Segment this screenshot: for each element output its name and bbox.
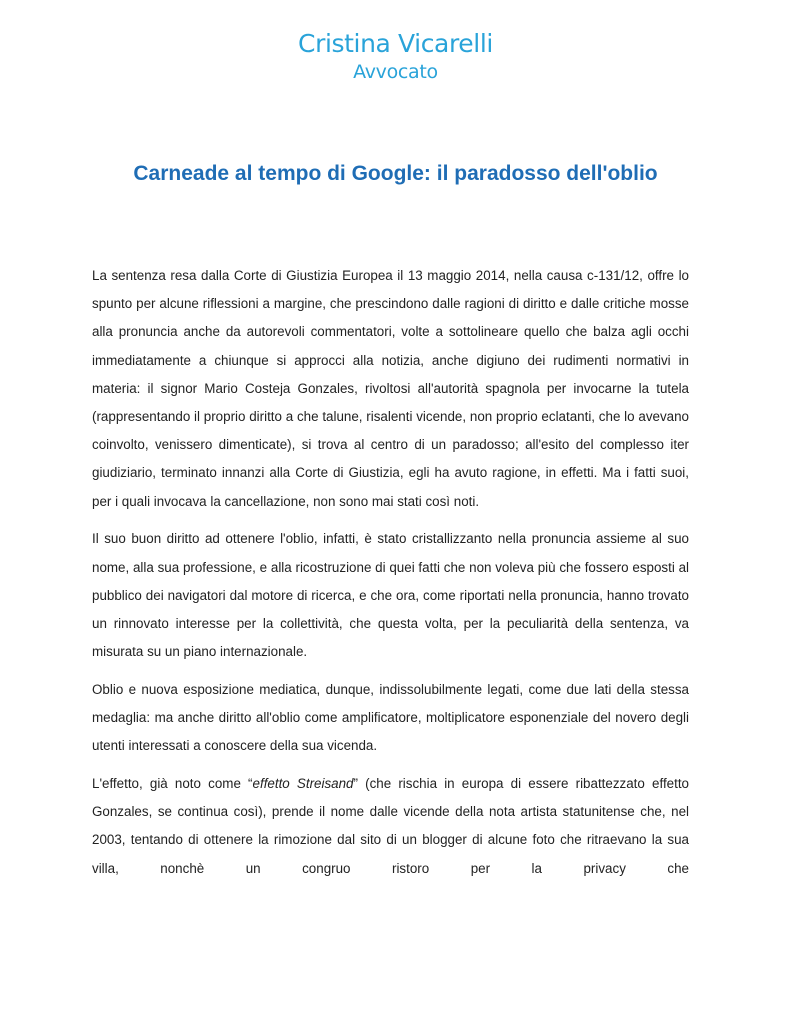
lawyer-role: Avvocato [353,61,438,83]
letterhead [0,28,791,84]
streisand-effect-term: effetto Streisand [252,775,354,791]
document-body [92,262,689,892]
paragraph-2: Il suo buon diritto ad ottenere l'oblio, infatti, è stato cristallizzanto nella pronuncia assieme al suo nome, alla sua professione, e alla ricostruzione di quei fatti che non voleva più che fossero esposti al pubblico dei navigatori dal motore di ricerca, e che ora, come riportati nella pronuncia, hanno trovato un rinnovato interesse per la collettività, che questa volta, per la peculiarità della sentenza, va misurata su un piano internazionale. [92,531,689,660]
document-title: Carneade al tempo di Google: il paradosso dell'oblio [133,162,658,185]
paragraph-1: La sentenza resa dalla Corte di Giustizia Europea il 13 maggio 2014, nella causa c-131/12, offre lo spunto per alcune riflessioni a margine, che prescindono dalle ragioni di diritto e dalle critiche mosse alla pronuncia anche da autorevoli commentatori, volte a sottolineare quello che balza agli occhi immediatamente a chiunque si approcci alla notizia, anche digiuno dei rudimenti normativi in materia: il signor Mario Costeja Gonzales, rivoltosi all'autorità spagnola per invocarne la tutela (rappresentando il proprio diritto a che talune, risalenti vicende, non proprio eclatanti, che lo avevano coinvolto, venissero dimenticate), si trova al centro di un paradosso; all'esito del complesso iter giudiziario, terminato innanzi alla Corte di Giustizia, egli ha avuto ragione, in effetti. Ma i fatti suoi, per i quali invocava la cancellazione, non sono mai stati così noti. [92,268,689,509]
lawyer-name: Cristina Vicarelli [298,29,493,58]
paragraph-4-start: L'effetto, già noto come “ [92,775,253,791]
paragraph-4-rest: ” (che rischia in europa di essere ribattezzato effetto Gonzales, se continua così), prende il nome dalle vicende della nota artista statunitense che, nel 2003, tentando di ottenere la rimozione dal sito di un blogger di alcune foto che ritraevano la sua villa, nonchè un congruo ristoro per la privacy che [92,775,689,876]
paragraph-4 [92,770,689,883]
paragraph-3: Oblio e nuova esposizione mediatica, dunque, indissolubilmente legati, come due lati della stessa medaglia: ma anche diritto all'oblio come amplificatore, moltiplicatore esponenziale del novero degli utenti interessati a conoscere della sua vicenda. [92,681,689,754]
